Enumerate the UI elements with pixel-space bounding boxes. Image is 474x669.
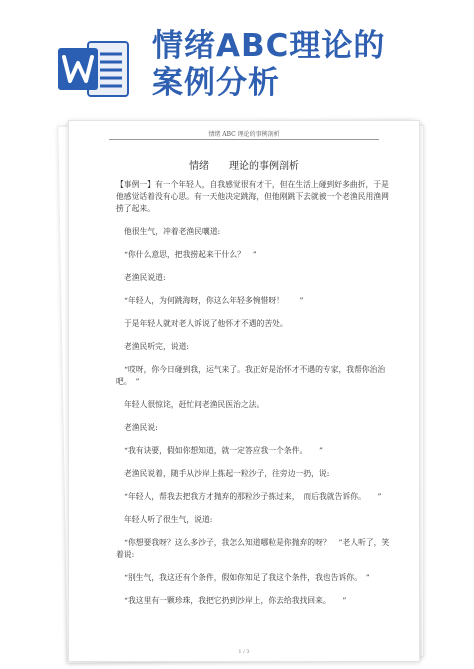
paragraph: 年轻人听了很生气，说道: bbox=[124, 515, 213, 524]
paragraph: “你什么意思，把我捞起来干什么？ ” bbox=[124, 250, 257, 259]
paragraph: 【事例一】有一个年轻人，自我感觉很有才干，但在生活上碰到好多曲折，于是他感觉话着没有心思。有一天他决定跳海，但他刚跳下去就被一个老渔民用渔网捞了起来。 bbox=[116, 180, 389, 213]
paragraph: “年轻人，帮我去把我方才抛弃的那粒沙子拣过来， 而后我就告诉你。 ” bbox=[124, 492, 382, 501]
title-line-2: 案例分析 bbox=[152, 65, 280, 101]
paragraph: “我这里有一颗珍珠，我把它扔到沙岸上，你去给我找回来。 ” bbox=[124, 596, 347, 605]
running-header: 情绪 ABC 理论的事例剖析 bbox=[208, 131, 280, 138]
paragraph: 年轻人很惊诧，赶忙问老渔民医治之法。 bbox=[124, 400, 265, 409]
paragraph: 老渔民说: bbox=[124, 423, 158, 432]
title-line-1: 情绪ABC理论的 bbox=[152, 28, 386, 64]
document-title: 情绪 理论的事例剖析 bbox=[189, 161, 299, 172]
paragraph: 老渔民听完，说道: bbox=[124, 342, 190, 351]
paragraph: 他很生气，冲着老渔民嚷道: bbox=[124, 227, 221, 236]
paragraph: 于是年轻人就对老人诉说了他怀才不遇的苦处。 bbox=[124, 319, 288, 328]
paragraph: 老渔民说着，随手从沙岸上拣起一粒沙子，往旁边一扔，说: bbox=[124, 469, 330, 478]
page-title bbox=[152, 28, 452, 102]
page-number: 1 / 3 bbox=[238, 649, 250, 655]
paragraph: “你想要我呀？这么多沙子，我怎么知道哪粒是你抛弃的呀？ ”老人听了，笑着说: bbox=[116, 538, 390, 559]
paragraph: “哎呀，你今日碰到我，运气来了。我正好是治怀才不遇的专家，我帮你治治吧。 ” bbox=[116, 365, 386, 386]
paragraph: 老渔民说道: bbox=[124, 273, 166, 282]
paragraph: “年轻人，为何跳海呀，你这么年轻多惋惜呀！ ” bbox=[124, 296, 304, 305]
header-banner bbox=[0, 0, 474, 120]
document-body bbox=[116, 179, 396, 618]
word-icon bbox=[58, 36, 132, 102]
header-divider bbox=[109, 139, 379, 140]
paragraph: “别生气，我这还有个条件，假如你知足了我这个条件，我也告诉你。 ” bbox=[124, 573, 370, 582]
paragraph: “我有诀要，假如你想知道，就一定答应我一个条件。 ” bbox=[124, 446, 323, 455]
document-page bbox=[68, 120, 420, 662]
